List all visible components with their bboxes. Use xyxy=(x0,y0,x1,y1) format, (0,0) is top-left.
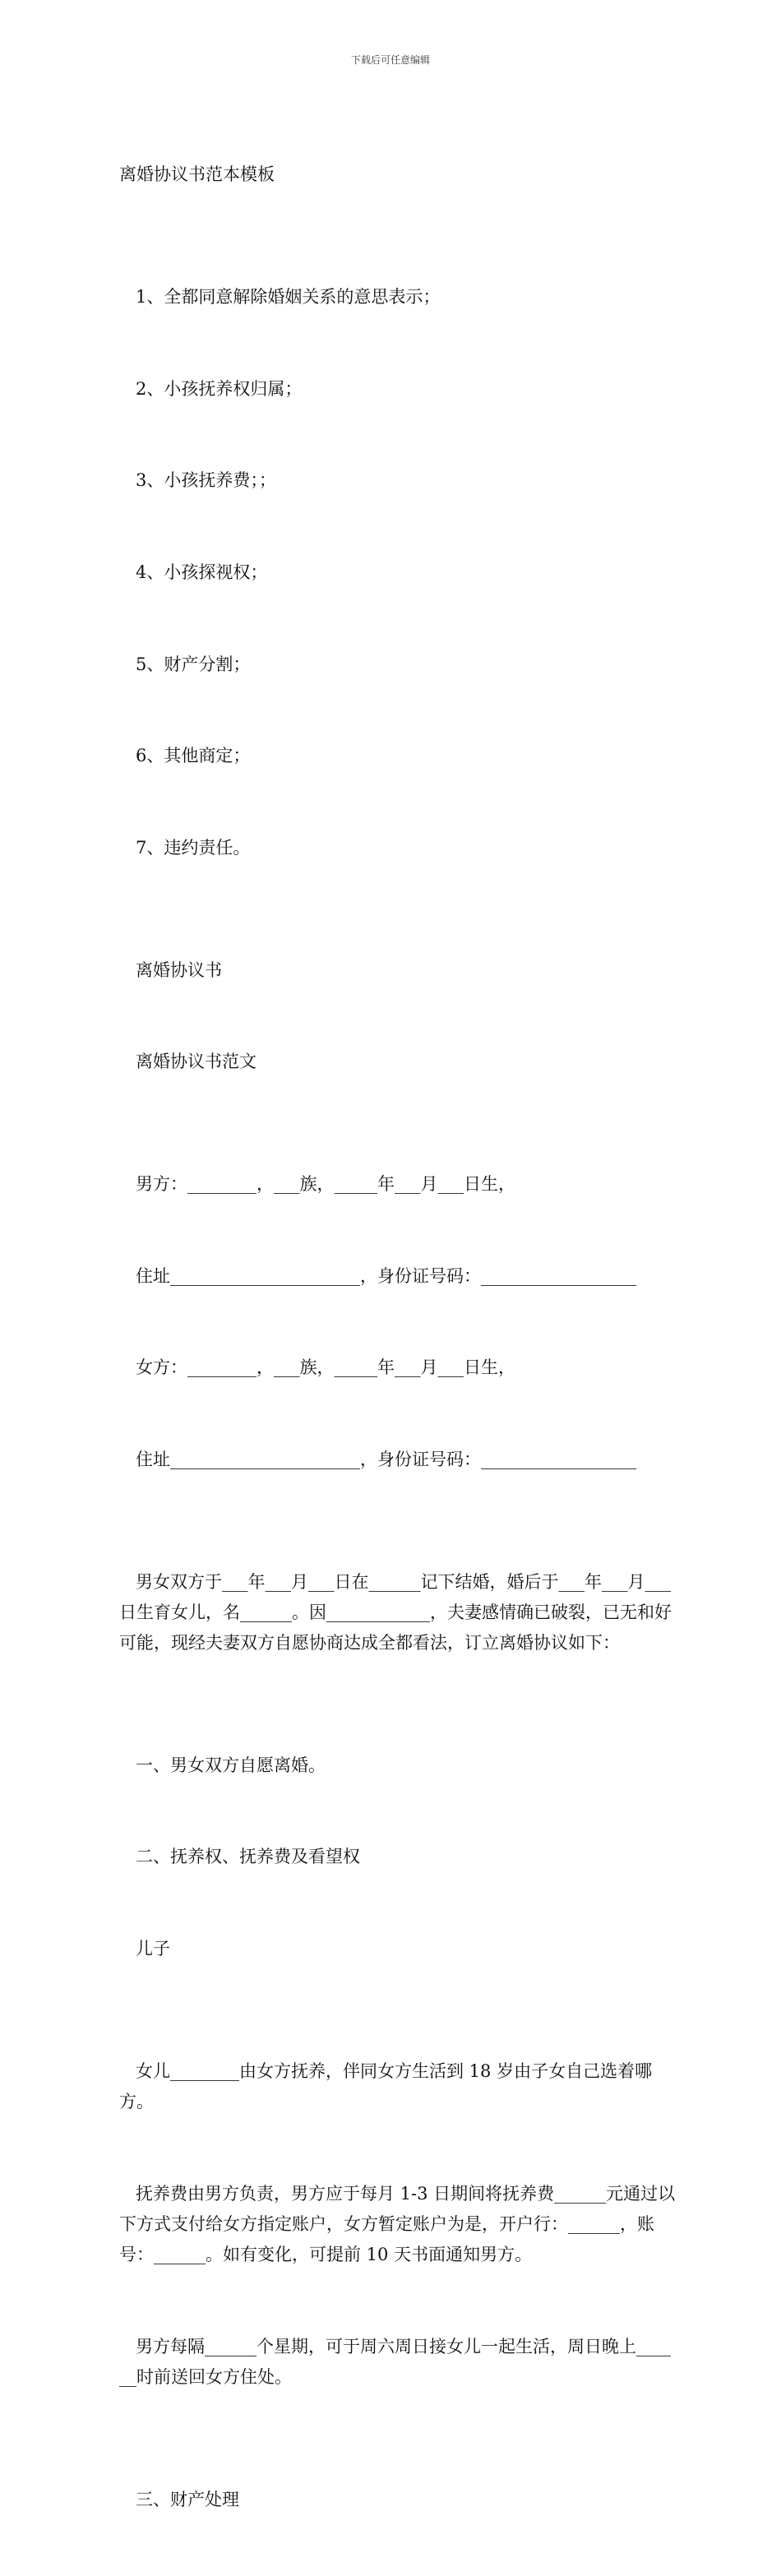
man-address-line: 住址______________________，身份证号码：__________________ xyxy=(136,1265,636,1286)
intro-paragraph: 男女双方于___年___月___日在______记下结婚，婚后于___年___月___日生育女儿，名______。因____________，夫妻感情确已破裂，已无和好可能，现经夫妻双方自愿协商达成全都看法，订立离婚协议如下： xyxy=(119,1571,672,1653)
woman-info-line: 女方：________，___族，_____年___月___日生， xyxy=(136,1357,515,1378)
woman-address-line: 住址______________________，身份证号码：__________________ xyxy=(136,1449,636,1469)
custody-paragraph: 女儿________由女方抚养，伴同女方生活到 18 岁由子女自己选着哪方。 xyxy=(119,2060,653,2111)
outline-item: 5、财产分割； xyxy=(136,654,251,674)
outline-item: 3、小孩抚养费；； xyxy=(136,470,276,491)
document-body xyxy=(119,99,678,2576)
sample-title: 离婚协议书范文 xyxy=(136,1052,256,1072)
outline-item: 6、其他商定； xyxy=(136,746,251,766)
son-label: 儿子 xyxy=(136,1938,170,1959)
article-1: 一、男女双方自愿离婚。 xyxy=(136,1755,326,1775)
section-title: 离婚协议书 xyxy=(136,960,222,980)
outline-item: 1、全都同意解除婚姻关系的意思表示； xyxy=(136,287,441,308)
document-title: 离婚协议书范本模板 xyxy=(119,164,275,185)
outline-item: 2、小孩抚养权归属； xyxy=(136,378,303,399)
header-note: 下载后可任意编辑 xyxy=(350,54,430,66)
visit-paragraph: 男方每隔______个星期，可于周六周日接女儿一起生活，周日晚上______时前送回女方住处。 xyxy=(119,2336,671,2387)
article-3: 三、财产处理 xyxy=(136,2489,239,2509)
outline-item: 4、小孩探视权； xyxy=(136,562,268,582)
outline-item: 7、违约责任。 xyxy=(136,837,251,858)
article-2: 二、抚养权、抚养费及看望权 xyxy=(136,1847,360,1867)
support-paragraph: 抚养费由男方负责，男方应于每月 1-3 日期间将抚养费______元通过以下方式支付给女方指定账户，女方暂定账户为是，开户行：______，账号：______。如有变化，可提前 10 天书面通知男方。 xyxy=(119,2183,676,2264)
man-info-line: 男方：________，___族，_____年___月___日生， xyxy=(136,1173,515,1194)
